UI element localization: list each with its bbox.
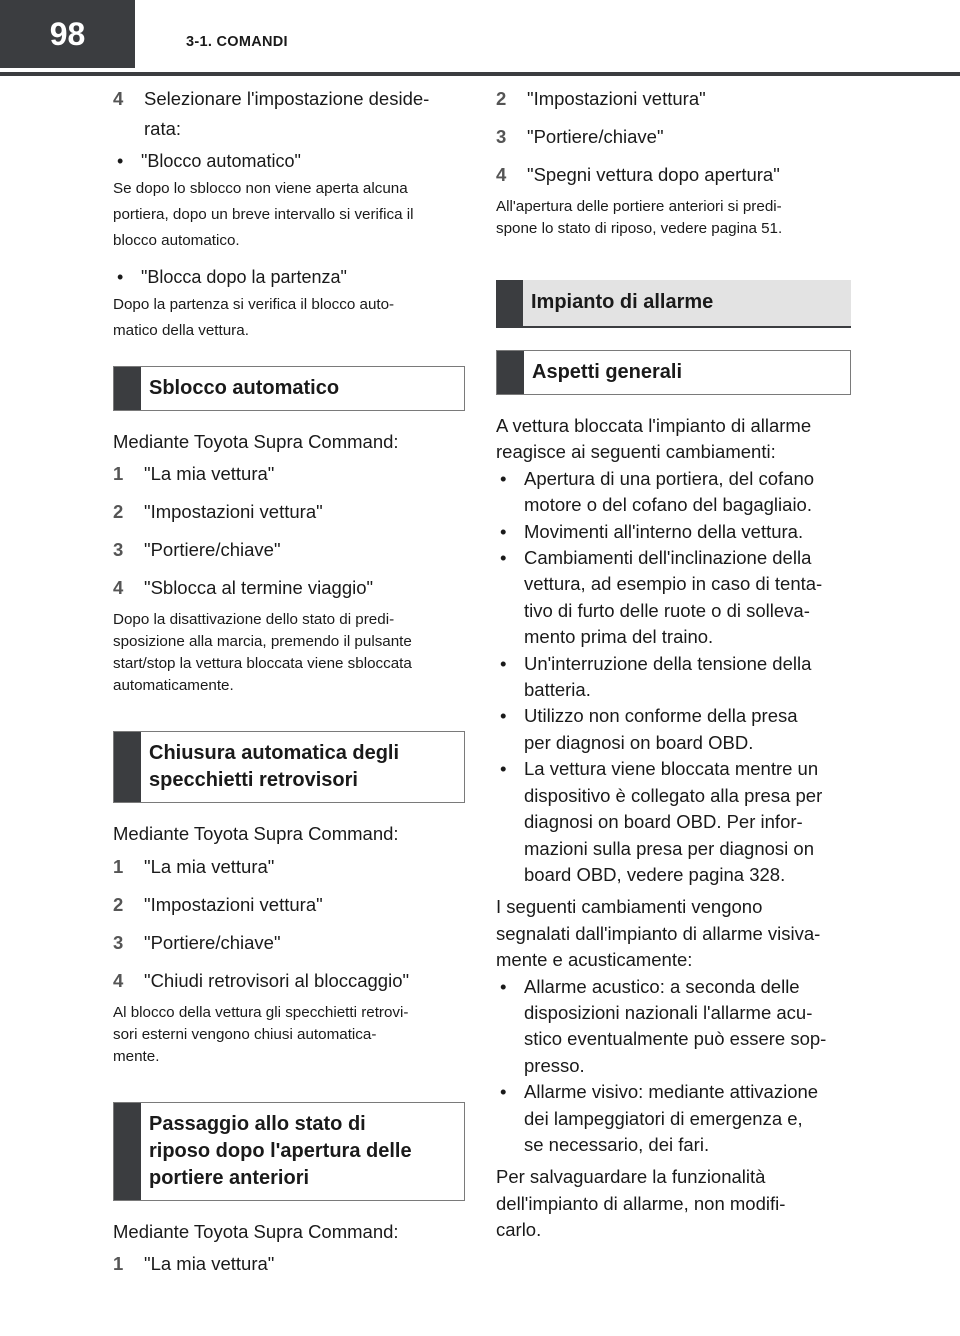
section-heading [113, 1102, 465, 1201]
bullet-item [496, 756, 851, 888]
bullet-line: • La vettura viene bloccata mentre un [524, 758, 819, 780]
note-line: Al blocco della vettura gli specchietti retrovi- [113, 1003, 409, 1021]
section-title [114, 1103, 422, 1200]
step-text: "Portiere/chiave" [144, 539, 281, 561]
chapter-section-heading [496, 280, 851, 328]
bullet-line: mento prima del traino. [524, 626, 714, 648]
bullet-list [496, 466, 851, 889]
title-line: riposo dopo l'apertura delle [149, 1139, 412, 1162]
bullet-line: diagnosi on board OBD. Per infor- [524, 811, 803, 833]
paragraph [496, 413, 851, 466]
bullet-item [496, 651, 851, 704]
section-intro: Mediante Toyota Supra Command: [113, 823, 399, 845]
bullet-line: • Movimenti all'interno della vettura. [524, 520, 804, 542]
bullet-description [113, 176, 465, 254]
note-line: spone lo stato di riposo, vedere pagina 51. [496, 220, 783, 237]
note-line: start/stop la vettura bloccata viene sbloccata [113, 655, 412, 673]
note-line: sposizione alla marcia, premendo il pulsante [113, 633, 412, 651]
step [496, 86, 851, 112]
desc-line: blocco automatico. [113, 232, 240, 249]
step-number: 4 [113, 577, 124, 599]
step-number: 3 [113, 539, 124, 561]
page-number: 98 [0, 0, 135, 68]
step-text: "Spegni vettura dopo apertura" [527, 164, 780, 185]
title-line: Chiusura automatica degli [149, 742, 400, 765]
step [113, 499, 465, 525]
bullet-item [496, 545, 851, 651]
step-number: 2 [113, 893, 124, 915]
para-line: reagisce ai seguenti cambiamenti: [496, 441, 776, 463]
desc-line: matico della vettura. [113, 322, 249, 339]
note-line: automaticamente. [113, 677, 234, 695]
para-line: I seguenti cambiamenti vengono [496, 896, 763, 918]
bullet-line: stico eventualmente può essere sop- [524, 1028, 827, 1050]
para-line: mente e acusticamente: [496, 949, 693, 971]
bullet-item: • "Blocco automatico" [113, 148, 465, 174]
section-note [496, 196, 851, 240]
step-number: 2 [113, 501, 124, 523]
step-text: "Impostazioni vettura" [527, 88, 706, 109]
step-text: Selezionare l'impostazione deside- [144, 88, 430, 109]
bullet-line: mazioni sulla presa per diagnosi on [524, 837, 815, 859]
step-text: "La mia vettura" [144, 855, 275, 877]
bullet-line: • Cambiamenti dell'inclinazione della [524, 547, 812, 569]
section-heading [496, 350, 851, 395]
header-rule [0, 72, 960, 76]
bullet-item: • "Blocca dopo la partenza" [113, 264, 465, 290]
step-number: 2 [496, 88, 507, 109]
heading-bar [497, 351, 524, 394]
section-note [113, 609, 465, 697]
step [113, 86, 465, 112]
para-line: A vettura bloccata l'impianto di allarme [496, 415, 812, 436]
bullet-line: motore o del cofano del bagagliaio. [524, 494, 812, 516]
bullet-line: dei lampeggiatori di emergenza e, [524, 1107, 803, 1129]
step-number: 1 [113, 855, 124, 877]
bullet-line: • Allarme acustico: a seconda delle [524, 975, 800, 997]
step-text: "Chiudi retrovisori al bloccaggio" [144, 969, 410, 991]
step-number: 1 [113, 463, 124, 485]
step-number: 4 [113, 969, 124, 991]
section-title: Impianto di allarme [531, 291, 714, 313]
step [113, 537, 465, 563]
desc-line: Se dopo lo sblocco non viene aperta alcuna [113, 180, 408, 197]
bullet-line: • Un'interruzione della tensione della [524, 652, 812, 674]
note-line: sori esterni vengono chiusi automatica- [113, 1025, 377, 1043]
note-line: All'apertura delle portiere anteriori si predi- [496, 198, 782, 215]
title-line: portiere anteriori [149, 1166, 310, 1189]
bullet-item [496, 974, 851, 1080]
section-intro: Mediante Toyota Supra Command: [113, 1220, 399, 1242]
bullet-line: • Utilizzo non conforme della presa [524, 705, 798, 727]
bullet-line: tivo di furto delle ruote o di solleva- [524, 599, 810, 621]
heading-bar [114, 1103, 141, 1200]
section-intro: Mediante Toyota Supra Command: [113, 431, 399, 452]
bullet-line: board OBD, vedere pagina 328. [524, 863, 786, 885]
step-continuation: rata: [144, 118, 182, 139]
step [113, 575, 465, 601]
bullet-list [496, 974, 851, 1159]
step-number: 1 [113, 1253, 124, 1275]
bullet-line: vettura, ad esempio in caso di tenta- [524, 573, 823, 595]
step-number: 3 [113, 931, 124, 953]
bullet-line: disposizioni nazionali l'allarme acu- [524, 1001, 813, 1023]
step [113, 461, 465, 487]
bullet-line: per diagnosi on board OBD. [524, 731, 754, 753]
bullet-item [496, 1079, 851, 1158]
heading-bar [496, 280, 523, 326]
para-line: dell'impianto di allarme, non modifi- [496, 1192, 786, 1214]
step-number: 4 [113, 88, 124, 109]
title-line: specchietti retrovisori [149, 769, 358, 792]
step-text: "Portiere/chiave" [527, 126, 664, 147]
step-text: "Impostazioni vettura" [144, 501, 323, 523]
step-text: "Impostazioni vettura" [144, 893, 323, 915]
para-line: Per salvaguardare la funzionalità [496, 1166, 766, 1188]
left-column [113, 86, 465, 1289]
bullet-line: dispositivo è collegato alla presa per [524, 784, 823, 806]
step-text: "Portiere/chiave" [144, 931, 281, 953]
para-line: carlo. [496, 1219, 542, 1241]
step-number: 3 [496, 126, 507, 147]
section-heading [113, 366, 465, 411]
section-heading [113, 731, 465, 803]
bullet-line: se necessario, dei fari. [524, 1133, 710, 1155]
step [113, 892, 465, 918]
step [496, 162, 851, 188]
bullet-line: • Allarme visivo: mediante attivazione [524, 1081, 819, 1103]
bullet-description [113, 292, 465, 344]
note-line: mente. [113, 1047, 160, 1065]
heading-bar [114, 367, 141, 410]
step-text: "Sblocca al termine viaggio" [144, 577, 374, 599]
chapter-title: 3-1. COMANDI [186, 34, 288, 50]
bullet-item [496, 466, 851, 519]
step-text: "La mia vettura" [144, 463, 275, 485]
section-title: Sblocco automatico [149, 377, 340, 399]
section-note [113, 1002, 465, 1068]
note-line: Dopo la disattivazione dello stato di predi- [113, 611, 395, 629]
bullet-item [496, 519, 851, 545]
paragraph [496, 1164, 851, 1243]
heading-bar [114, 732, 141, 802]
step [113, 854, 465, 880]
paragraph [496, 894, 851, 973]
desc-line: portiera, dopo un breve intervallo si verifica il [113, 206, 414, 223]
page-header [0, 0, 960, 76]
step [113, 930, 465, 956]
bullet-line: presso. [524, 1054, 585, 1076]
step-number: 4 [496, 164, 507, 185]
right-column [496, 86, 851, 1244]
step [113, 968, 465, 994]
step-text: "La mia vettura" [144, 1253, 275, 1275]
title-line: Passaggio allo stato di [149, 1112, 366, 1135]
section-title: Aspetti generali [532, 361, 683, 383]
para-line: segnalati dall'impianto di allarme visiva- [496, 922, 821, 944]
bullet-line: batteria. [524, 679, 591, 701]
bullet-line: • Apertura di una portiera, del cofano [524, 467, 815, 489]
step [113, 1251, 465, 1277]
step [496, 124, 851, 150]
section-title [114, 732, 409, 802]
desc-line: Dopo la partenza si verifica il blocco auto- [113, 296, 395, 313]
bullet-item [496, 703, 851, 756]
